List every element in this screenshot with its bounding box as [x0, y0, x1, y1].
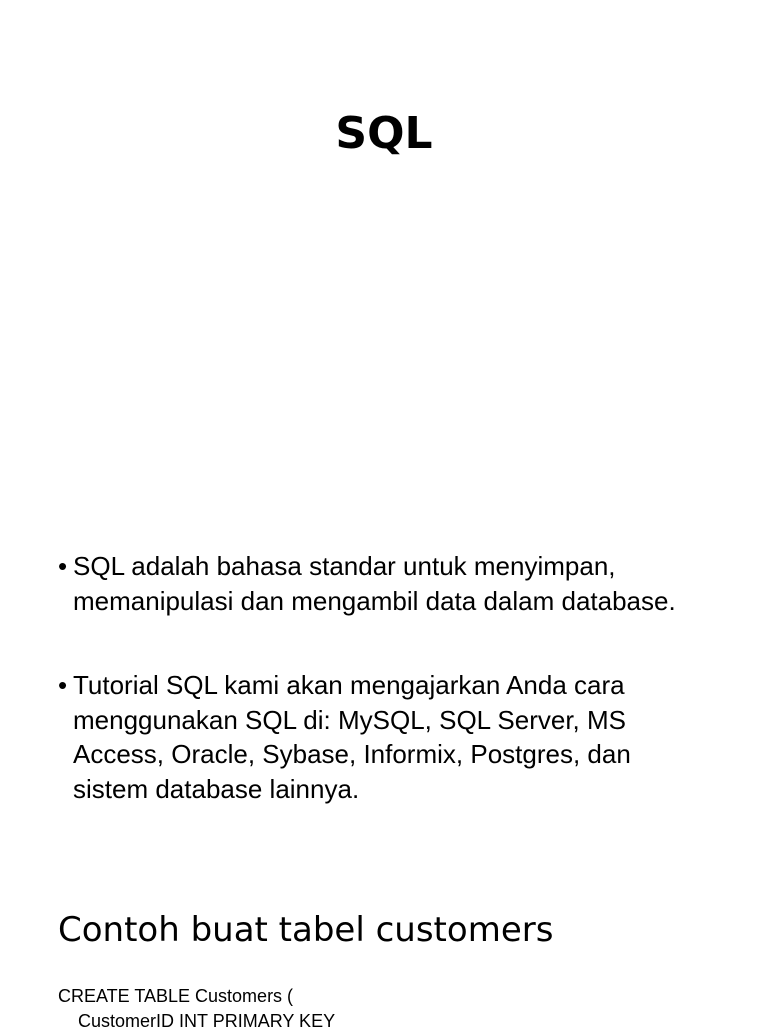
- bullet-item: [58, 668, 698, 806]
- code-line: CREATE TABLE Customers (: [58, 986, 294, 1006]
- bullet-item: [58, 549, 698, 618]
- bullet-marker: •: [58, 670, 68, 700]
- bullet-list: [58, 549, 698, 856]
- bullet-marker: •: [58, 551, 68, 581]
- code-block: [58, 984, 335, 1034]
- bullet-text: Tutorial SQL kami akan mengajarkan Anda cara menggunakan SQL di: MySQL, SQL Server, MS Access, Oracle, Sybase, Informix, Postgres, dan sistem database lainnya.: [73, 670, 631, 804]
- section-heading: Contoh buat tabel customers: [58, 910, 554, 950]
- page-title: SQL: [335, 108, 433, 159]
- code-line: CustomerID INT PRIMARY KEY: [58, 1011, 336, 1031]
- bullet-text: SQL adalah bahasa standar untuk menyimpan, memanipulasi dan mengambil data dalam database.: [73, 551, 676, 616]
